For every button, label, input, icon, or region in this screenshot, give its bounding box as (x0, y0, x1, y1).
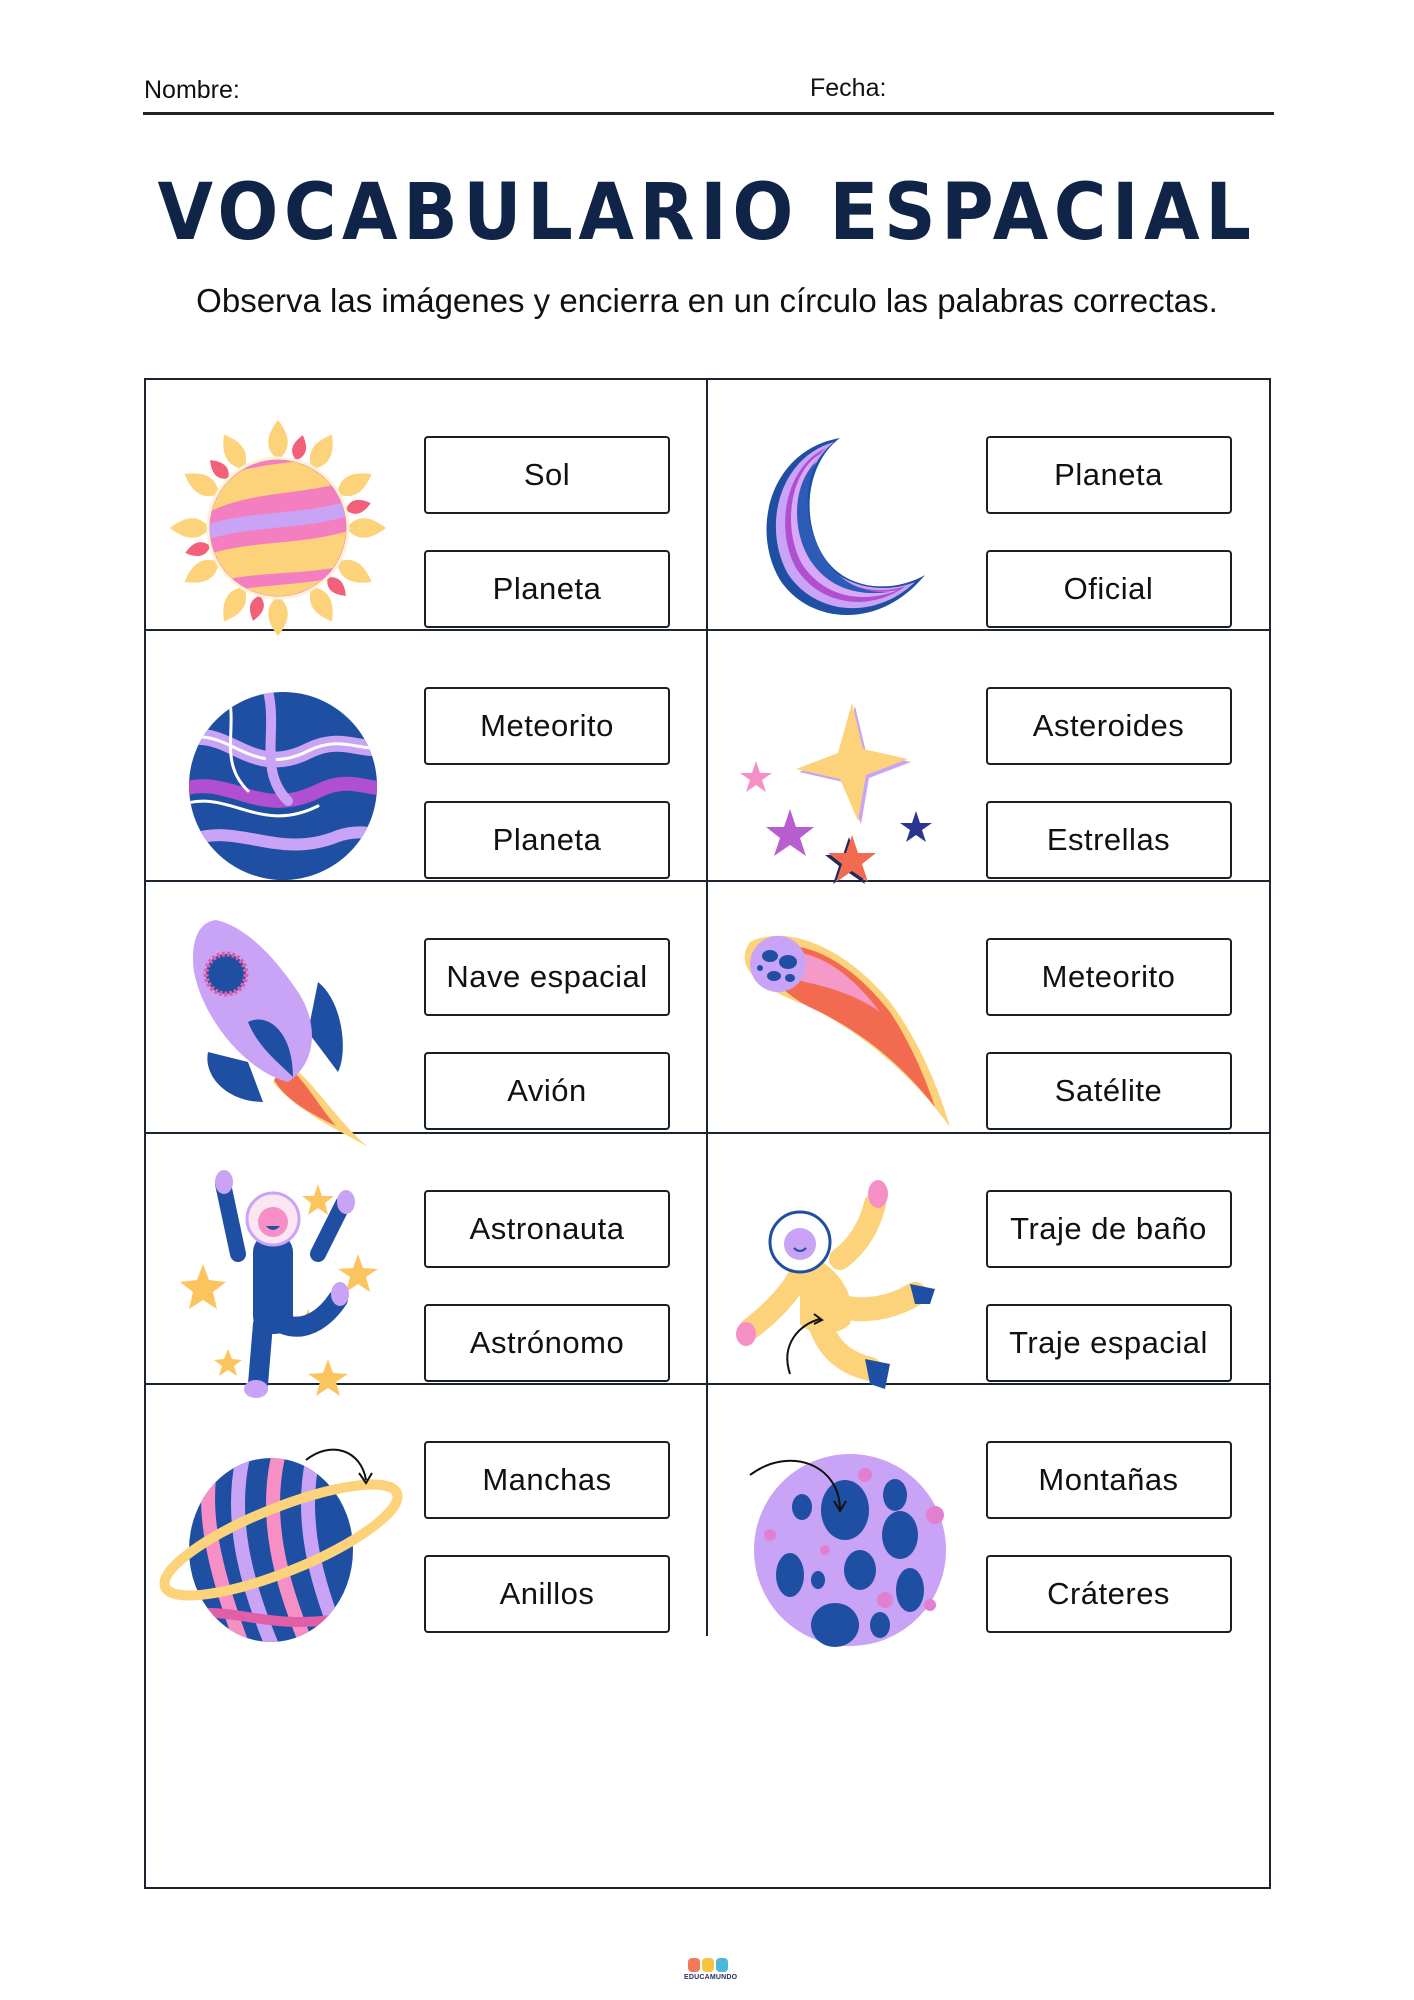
item-card (708, 882, 1270, 1133)
word-option[interactable]: Estrellas (986, 801, 1232, 879)
item-card (708, 380, 1270, 631)
planet-icon (168, 661, 398, 901)
word-option[interactable]: Avión (424, 1052, 670, 1130)
word-option[interactable]: Astronauta (424, 1190, 670, 1268)
name-date-line[interactable] (143, 112, 1274, 115)
item-card (146, 1385, 708, 1636)
logo-text: EDUCAMUNDO (684, 1974, 738, 1981)
word-option[interactable]: Planeta (424, 550, 670, 628)
educamundo-logo (684, 1956, 738, 1990)
word-option[interactable]: Oficial (986, 550, 1232, 628)
word-option[interactable]: Manchas (424, 1441, 670, 1519)
item-card (146, 882, 708, 1133)
word-option[interactable]: Meteorito (424, 687, 670, 765)
page-title: VOCABULARIO ESPACIAL (157, 168, 1257, 258)
ringed-planet-icon (156, 1415, 406, 1655)
worksheet-header (144, 76, 1274, 116)
word-option[interactable]: Montañas (986, 1441, 1232, 1519)
word-option[interactable]: Satélite (986, 1052, 1232, 1130)
word-option[interactable]: Planeta (986, 436, 1232, 514)
word-option[interactable]: Anillos (424, 1555, 670, 1633)
item-card (146, 631, 708, 882)
rocket-icon (168, 912, 398, 1152)
item-card (146, 380, 708, 631)
word-option[interactable]: Meteorito (986, 938, 1232, 1016)
spacesuit-astronaut-icon (730, 1164, 960, 1404)
word-option[interactable]: Traje espacial (986, 1304, 1232, 1382)
word-option[interactable]: Astrónomo (424, 1304, 670, 1382)
word-option[interactable]: Sol (424, 436, 670, 514)
sun-icon (168, 410, 398, 650)
date-label: Fecha: (810, 74, 887, 102)
stars-icon (730, 661, 960, 901)
item-card (146, 1134, 708, 1385)
item-card (708, 631, 1270, 882)
logo-icon (684, 1956, 732, 1974)
word-option[interactable]: Planeta (424, 801, 670, 879)
vocabulary-grid (144, 378, 1271, 1889)
astronaut-icon (168, 1164, 398, 1404)
cratered-planet-icon (730, 1415, 960, 1655)
moon-icon (730, 410, 960, 650)
item-card (708, 1134, 1270, 1385)
word-option[interactable]: Cráteres (986, 1555, 1232, 1633)
word-option[interactable]: Nave espacial (424, 938, 670, 1016)
instructions: Observa las imágenes y encierra en un círculo las palabras correctas. (196, 282, 1218, 319)
name-label: Nombre: (144, 76, 240, 104)
word-option[interactable]: Traje de baño (986, 1190, 1232, 1268)
word-option[interactable]: Asteroides (986, 687, 1232, 765)
item-card (708, 1385, 1270, 1636)
meteor-icon (730, 912, 960, 1152)
